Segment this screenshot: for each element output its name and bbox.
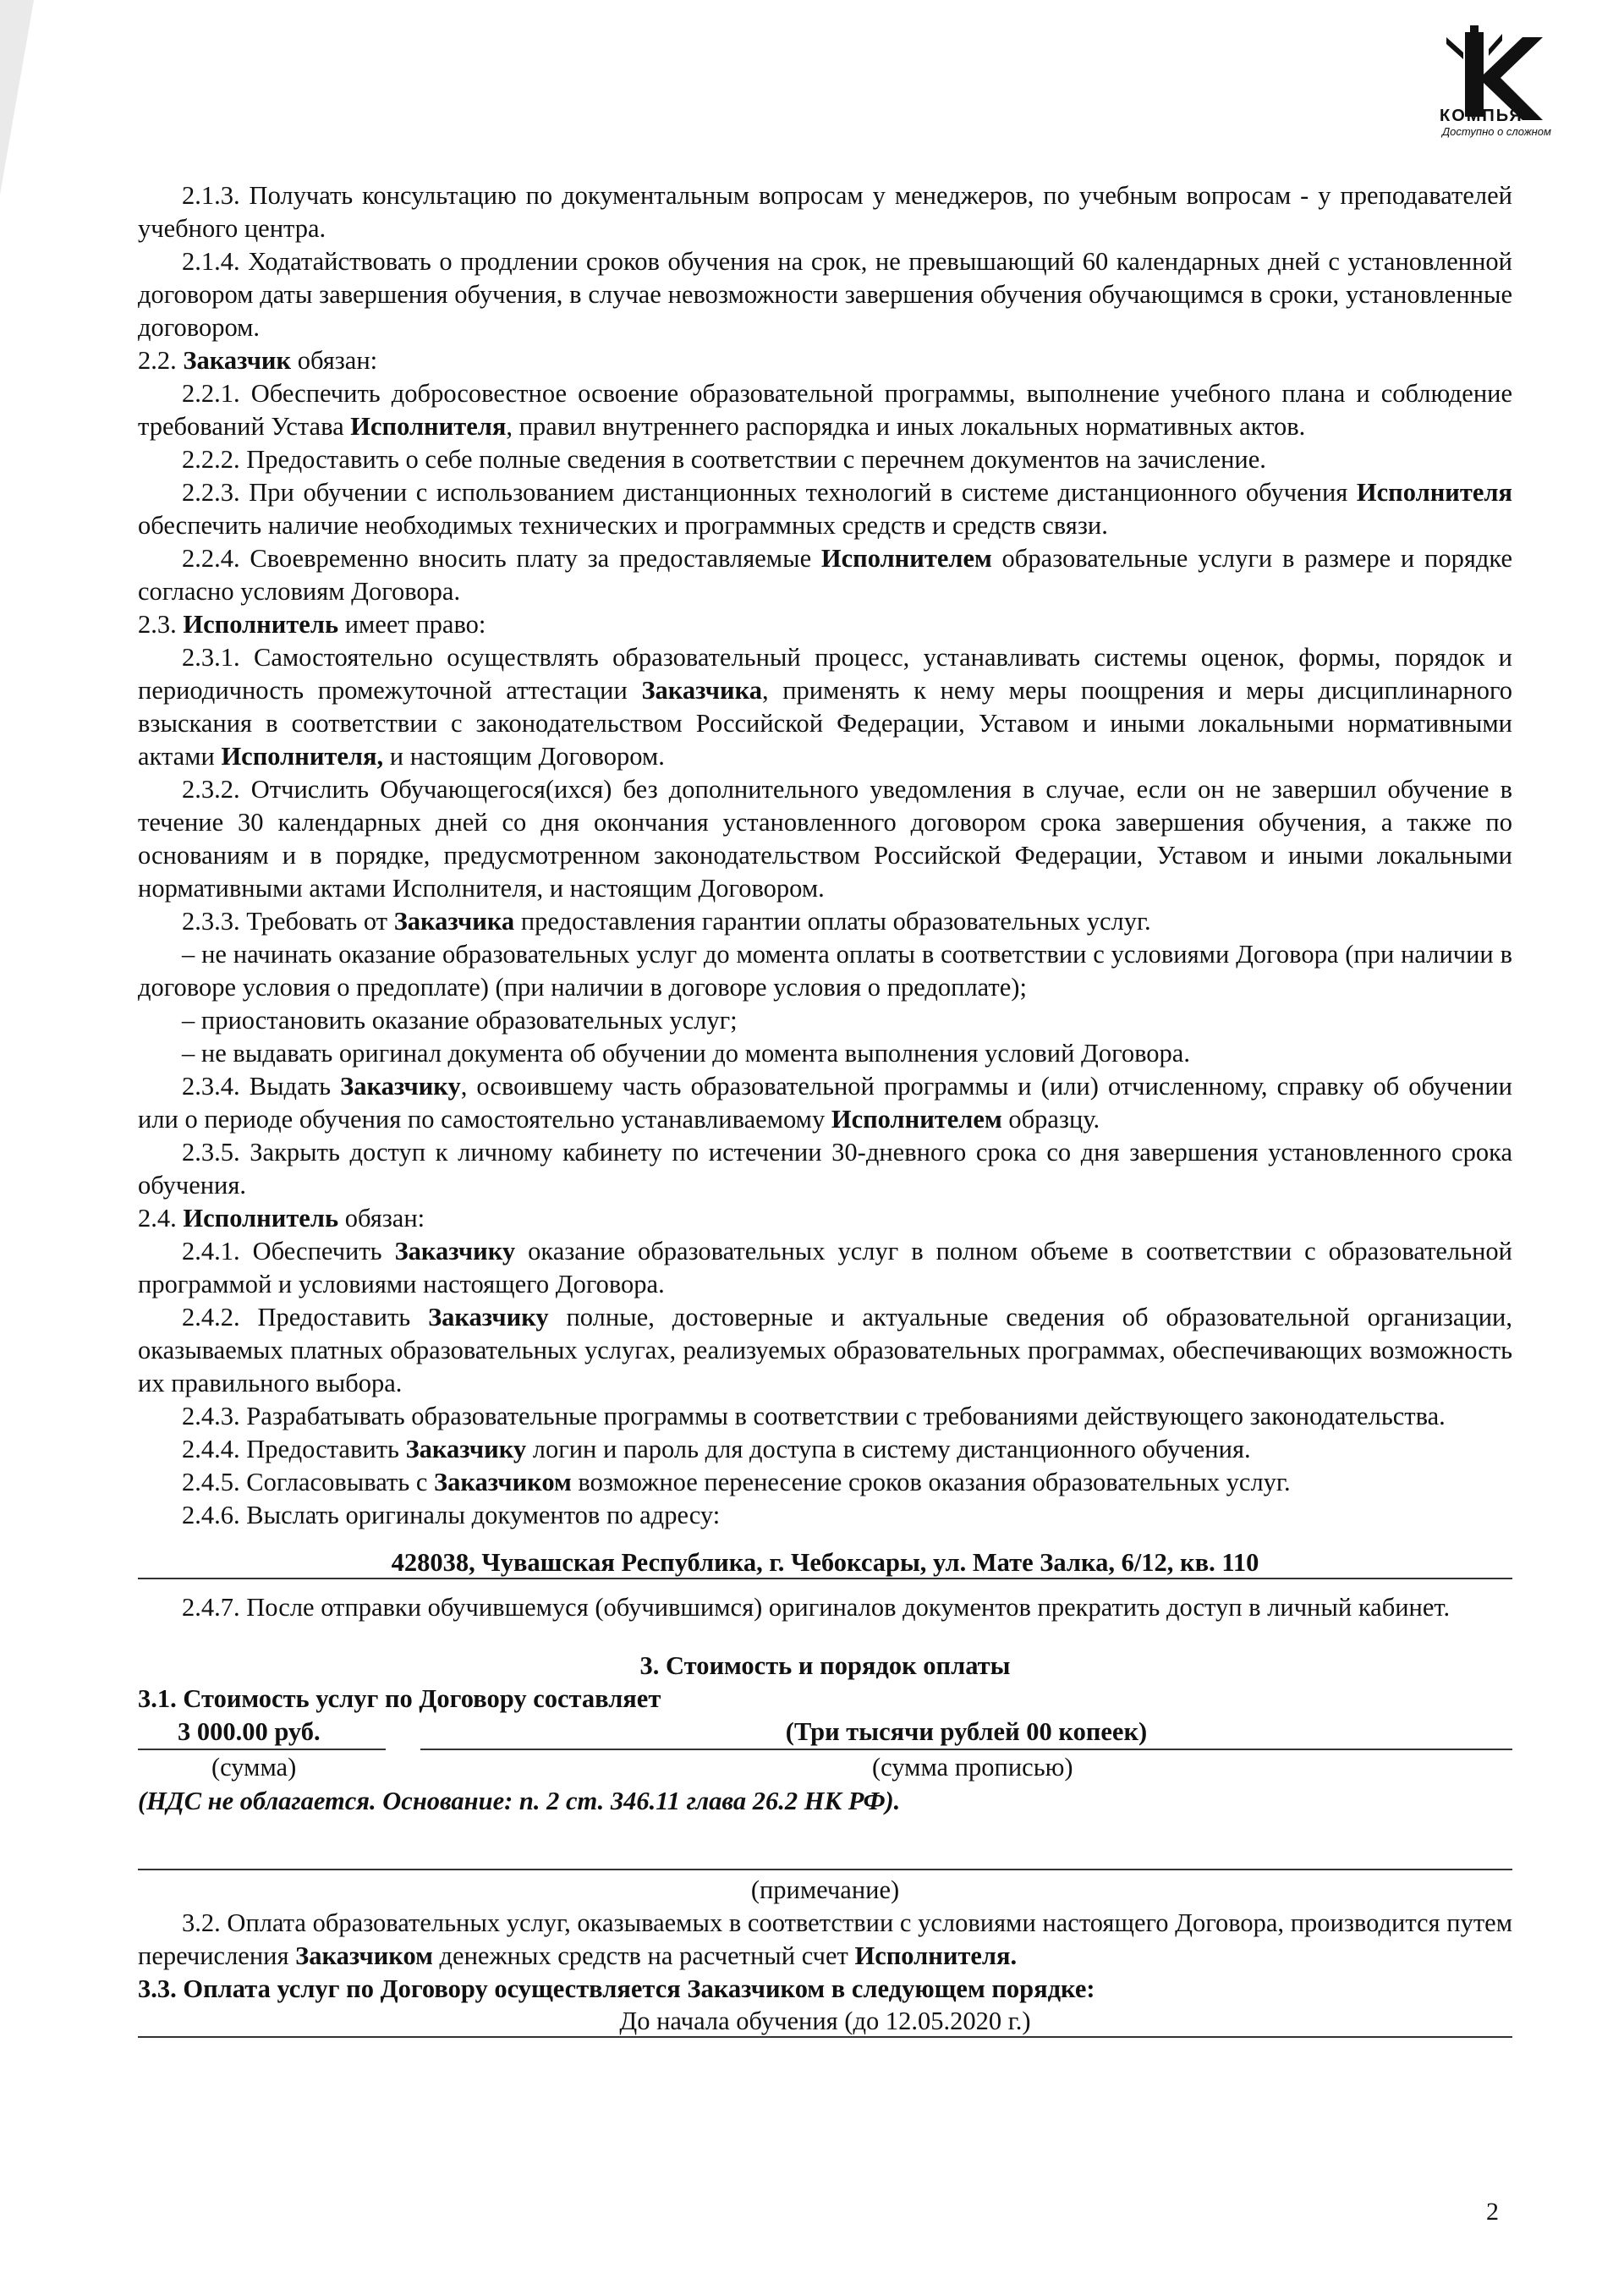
heading-2-3: 2.3. Исполнитель имеет право:: [138, 610, 486, 639]
price-captions: [138, 1751, 1512, 1785]
section-3-title: 3. Стоимость и порядок оплаты: [639, 1651, 1011, 1680]
clause-2-3-4: 2.3.4. Выдать Заказчику, освоившему часть образовательной программы и (или) отчисленному, справку об обучении или о периоде обучения по самостоятельно устанавливаемому Исполнителем образцу.: [138, 1072, 1513, 1134]
clause-2-3-2: 2.3.2. Отчислить Обучающегося(ихся) без дополнительного уведомления в случае, если он не завершил обучение в течение 30 календарных дней со дня окончания установленного договором срока завершения обучения, а также по основаниям и в порядке, предусмотренном законодательством Российской Федерации, Уставом и иными локальными нормативными актами Исполнителя, и настоящим Договором.: [138, 775, 1512, 903]
clause-2-4-2: 2.4.2. Предоставить Заказчику полные, достоверные и актуальные сведения об образовательной организации, оказываемых платных образовательных услугах, реализуемых образовательных программах, обеспечивающих возможность их правильного выбора.: [138, 1303, 1512, 1397]
clause-2-4-4: 2.4.4. Предоставить Заказчику логин и пароль для доступа в систему дистанционного обучения.: [182, 1435, 1251, 1463]
clause-3-3: 3.3. Оплата услуг по Договору осуществляется Заказчиком в следующем порядке:: [138, 1974, 1095, 2003]
clause-2-4-6: 2.4.6. Выслать оригиналы документов по адресу:: [182, 1501, 721, 1529]
note-line: [138, 1869, 1512, 1870]
clause-2-2-3: 2.2.3. При обучении с использованием дистанционных технологий в системе дистанционного обучения Исполнителя обеспечить наличие необходимых технических и программных средств и средств связи.: [138, 478, 1512, 540]
clause-2-3-3-item-3: – не выдавать оригинал документа об обучении до момента выполнения условий Договора.: [182, 1039, 1190, 1068]
clause-2-2-2: 2.2.2. Предоставить о себе полные сведения в соответствии с перечнем документов на зачисление.: [182, 445, 1266, 474]
delivery-address: 428038, Чувашская Республика, г. Чебоксары, ул. Мате Залка, 6/12, кв. 110: [138, 1547, 1512, 1579]
caption-sum: (сумма): [211, 1753, 297, 1782]
clause-2-3-3-item-1: – не начинать оказание образовательных услуг до момента оплаты в соответствии с условиями Договора (при наличии в договоре условия о предоплате) (при наличии в договоре условия о предоплате);: [138, 940, 1512, 1002]
logo-wordmark: КОМПЬЯ: [1440, 107, 1523, 125]
clause-2-4-7: 2.4.7. После отправки обучившемуся (обучившимся) оригиналов документов прекратить доступ в личный кабинет.: [182, 1593, 1451, 1622]
clause-2-4-3: 2.4.3. Разрабатывать образовательные программы в соответствии с требованиями действующего законодательства.: [182, 1402, 1446, 1430]
clause-2-3-1: 2.3.1. Самостоятельно осуществлять образовательный процесс, устанавливать системы оценок, формы, порядок и периодичность промежуточной аттестации Заказчика, применять к нему меры поощрения и меры дисциплинарного взыскания в соответствии с законодательством Российской Федерации, Уставом и иными локальными нормативными актами Исполнителя, и настоящим Договором.: [138, 643, 1512, 771]
scan-corner-shadow: [0, 0, 34, 195]
clause-2-1-3: 2.1.3. Получать консультацию по документальным вопросам у менеджеров, по учебным вопросам - у преподавателей учебного центра.: [138, 181, 1512, 243]
clause-3-2: 3.2. Оплата образовательных услуг, оказываемых в соответствии с условиями настоящего Договора, производится путем перечисления Заказчиком денежных средств на расчетный счет Исполнителя.: [138, 1908, 1512, 1970]
contract-body: [138, 179, 1512, 2038]
payment-order: До начала обучения (до 12.05.2020 г.): [138, 2006, 1512, 2038]
clause-3-1: 3.1. Стоимость услуг по Договору составляет: [138, 1684, 661, 1713]
clause-2-3-5: 2.3.5. Закрыть доступ к личному кабинету по истечении 30-дневного срока со дня завершения установленного срока обучения.: [138, 1138, 1512, 1200]
clause-2-4-1: 2.4.1. Обеспечить Заказчику оказание образовательных услуг в полном объеме в соответствии с образовательной программой и условиями настоящего Договора.: [138, 1237, 1512, 1298]
heading-2-2: 2.2. Заказчик обязан:: [138, 346, 378, 375]
clause-2-3-3-item-2: – приостановить оказание образовательных услуг;: [182, 1006, 738, 1035]
page-number: 2: [1486, 2198, 1499, 2226]
clause-2-1-4: 2.1.4. Ходатайствовать о продлении сроков обучения на срок, не превышающий 60 календарных дней с установленной договором даты завершения обучения, в случае невозможности завершения обучения обучающимся в сроки, установленные договором.: [138, 247, 1512, 342]
vat-note: (НДС не облагается. Основание: п. 2 ст. 346.11 глава 26.2 НК РФ).: [138, 1787, 901, 1815]
caption-sum-words: (сумма прописью): [872, 1753, 1073, 1782]
caption-note: (примечание): [750, 1875, 900, 1904]
clause-2-3-3: 2.3.3. Требовать от Заказчика предоставления гарантии оплаты образовательных услуг.: [182, 907, 1151, 936]
clause-2-4-5: 2.4.5. Согласовывать с Заказчиком возможное перенесение сроков оказания образовательных услуг.: [182, 1468, 1291, 1496]
price-row: [138, 1716, 1512, 1751]
heading-2-4: 2.4. Исполнитель обязан:: [138, 1204, 425, 1233]
price-in-words: (Три тысячи рублей 00 копеек): [420, 1716, 1512, 1750]
price-amount: 3 000.00 руб.: [138, 1716, 386, 1750]
clause-2-2-4: 2.2.4. Своевременно вносить плату за предоставляемые Исполнителем образовательные услуги в размере и порядке согласно условиям Договора.: [138, 544, 1512, 606]
logo-tagline: Доступно о сложном: [1442, 125, 1551, 138]
clause-2-2-1: 2.2.1. Обеспечить добросовестное освоение образовательной программы, выполнение учебного плана и соблюдение требований Устава Исполнителя, правил внутреннего распорядка и иных локальных нормативных актов.: [138, 379, 1512, 441]
